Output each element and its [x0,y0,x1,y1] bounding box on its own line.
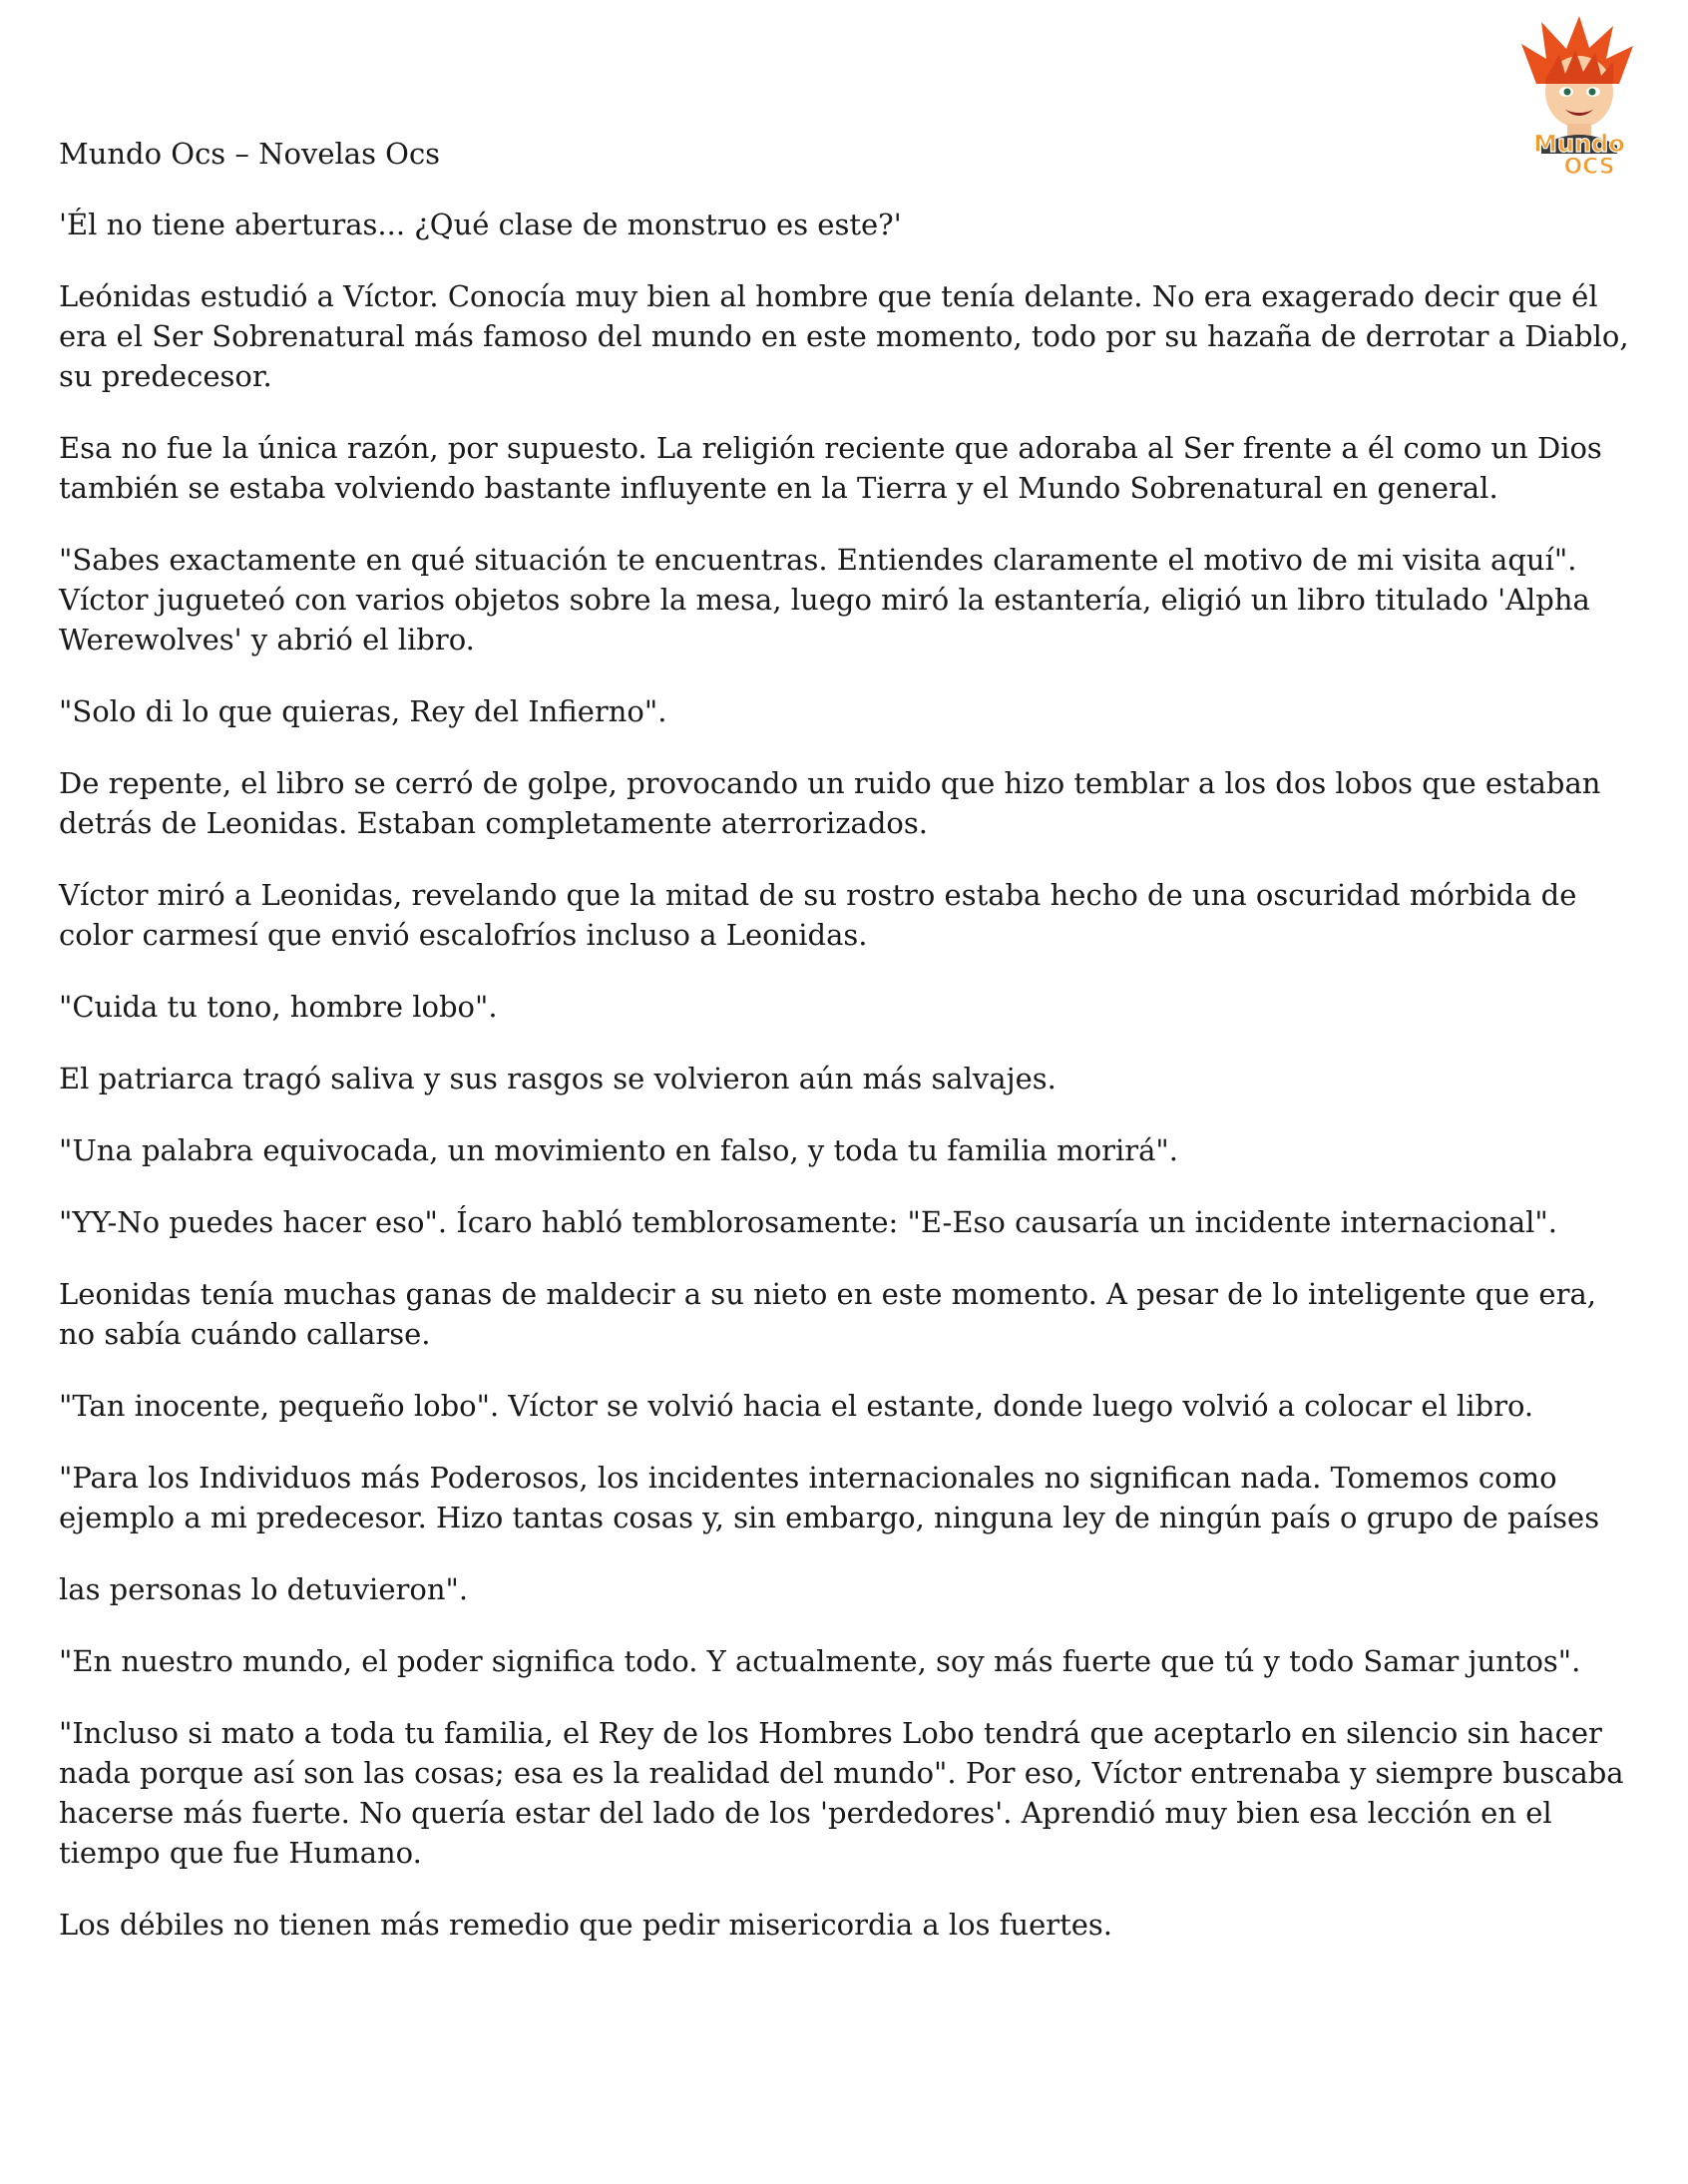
paragraph: "Sabes exactamente en qué situación te encuentras. Entiendes claramente el motivo de mi visita aquí". Víctor jugueteó con varios objetos sobre la mesa, luego miró la estantería, eligió un libro titulado 'Alpha Werewolves' y abrió el libro. [59,543,1590,656]
paragraph: "Para los Individuos más Poderosos, los incidentes internacionales no significan nada. Tomemos como ejemplo a mi predecesor. Hizo tantas cosas y, sin embargo, ninguna ley de ningún país o grupo de países [59,1461,1600,1534]
paragraph: las personas lo detuvieron". [59,1572,469,1606]
logo-text-top: Mundo [1533,130,1625,158]
paragraph: "Solo di lo que quieras, Rey del Infierno". [59,694,667,728]
paragraph: "En nuestro mundo, el poder significa todo. Y actualmente, soy más fuerte que tú y todo Samar juntos". [59,1644,1581,1678]
document-body [59,205,1635,1976]
paragraph: 'Él no tiene aberturas... ¿Qué clase de monstruo es este?' [59,208,902,241]
paragraph: Leónidas estudió a Víctor. Conocía muy bien al hombre que tenía delante. No era exagerado decir que él era el Ser Sobrenatural más famoso del mundo en este momento, todo por su hazaña de derrotar a Diablo, su predecesor. [59,279,1629,393]
paragraph: "Incluso si mato a toda tu familia, el Rey de los Hombres Lobo tendrá que aceptarlo en silencio sin hacer nada porque así son las cosas; esa es la realidad del mundo". Por eso, Víctor entrenaba y siempre buscaba hacerse más fuerte. No quería estar del lado de los 'perdedores'. Aprendió muy bien esa lección en el tiempo que fue Humano. [59,1716,1624,1870]
paragraph: "Tan inocente, pequeño lobo". Víctor se volvió hacia el estante, donde luego volvió a colocar el libro. [59,1389,1534,1423]
paragraph: "Cuida tu tono, hombre lobo". [59,990,498,1024]
paragraph: Leonidas tenía muchas ganas de maldecir a su nieto en este momento. A pesar de lo inteligente que era, no sabía cuándo callarse. [59,1277,1596,1351]
paragraph: "YY-No puedes hacer eso". Ícaro habló temblorosamente: "E-Eso causaría un incidente internacional". [59,1205,1557,1239]
paragraph: De repente, el libro se cerró de golpe, provocando un ruido que hizo temblar a los dos lobos que estaban detrás de Leonidas. Estaban completamente aterrorizados. [59,766,1601,840]
paragraph: Esa no fue la única razón, por supuesto. La religión reciente que adoraba al Ser frente a él como un Dios también se estaba volviendo bastante influyente en la Tierra y el Mundo Sobrenatural en general. [59,431,1602,505]
paragraph: "Una palabra equivocada, un movimiento en falso, y toda tu familia morirá". [59,1133,1178,1167]
logo-text-bottom: OCS [1563,155,1615,179]
paragraph: Víctor miró a Leonidas, revelando que la mitad de su rostro estaba hecho de una oscuridad mórbida de color carmesí que envió escalofríos incluso a Leonidas. [59,878,1577,952]
document-header: Mundo Ocs – Novelas Ocs [59,137,441,171]
paragraph: Los débiles no tienen más remedio que pedir misericordia a los fuertes. [59,1908,1113,1942]
logo-wordmark [1533,130,1625,179]
mundo-ocs-logo [1501,14,1656,179]
paragraph: El patriarca tragó saliva y sus rasgos se volvieron aún más salvajes. [59,1062,1056,1095]
